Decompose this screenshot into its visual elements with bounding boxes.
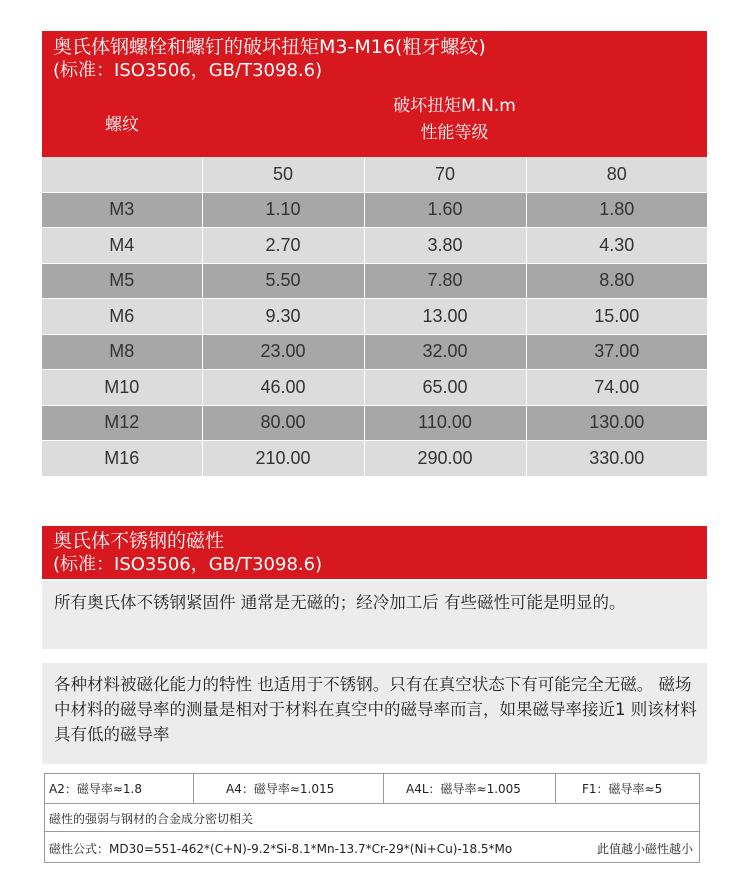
- magnetism-title-line1: 奥氏体不锈钢的磁性: [53, 530, 225, 552]
- header-grade: 性能等级: [420, 123, 489, 143]
- grade-80: 80: [526, 157, 707, 192]
- permeability-row: [45, 774, 699, 804]
- value-cell: 74.00: [526, 370, 707, 406]
- formula-row: [45, 832, 699, 862]
- value-cell: 65.00: [364, 370, 526, 406]
- magnetism-paragraph-1: 所有奥氏体不锈钢紧固件 通常是无磁的；经冷加工后 有些磁性可能是明显的。: [42, 581, 707, 649]
- formula-note: 此值越小磁性越小: [596, 842, 693, 856]
- perm-a4: A4：磁导率≈1.015: [193, 774, 383, 804]
- table-row: [42, 405, 707, 441]
- table-row: [42, 370, 707, 406]
- value-cell: 210.00: [202, 441, 364, 477]
- value-cell: 130.00: [526, 405, 707, 441]
- value-cell: 110.00: [364, 405, 526, 441]
- value-cell: 32.00: [364, 334, 526, 370]
- thread-cell: M12: [42, 405, 202, 441]
- value-cell: 2.70: [202, 228, 364, 264]
- value-cell: 1.10: [202, 192, 364, 228]
- value-cell: 9.30: [202, 299, 364, 335]
- note-row: [45, 804, 699, 832]
- torque-title-line1: 奥氏体钢螺栓和螺钉的破坏扭矩M3-M16(粗牙螺纹): [53, 36, 486, 58]
- thread-cell: M5: [42, 263, 202, 299]
- table-row: [42, 334, 707, 370]
- thread-cell: M6: [42, 299, 202, 335]
- value-cell: 4.30: [526, 228, 707, 264]
- magnetism-paragraph-2: 各种材料被磁化能力的特性 也适用于不锈钢。只有在真空状态下有可能完全无磁。 磁场中材料的磁导率的测量是相对于材料在真空中的磁导率而言，如果磁导率接近1 则该材料具有低的磁导率: [42, 663, 707, 764]
- value-cell: 7.80: [364, 263, 526, 299]
- table-row: [42, 263, 707, 299]
- header-torque: [202, 93, 707, 147]
- value-cell: 1.60: [364, 192, 526, 228]
- value-cell: 37.00: [526, 334, 707, 370]
- table-row: [42, 228, 707, 264]
- value-cell: 1.80: [526, 192, 707, 228]
- thread-cell: M16: [42, 441, 202, 477]
- grade-blank: [42, 157, 202, 192]
- permeability-info-box: [44, 773, 700, 863]
- perm-a2: A2：磁导率≈1.8: [49, 782, 142, 796]
- table-row: [42, 441, 707, 477]
- value-cell: 13.00: [364, 299, 526, 335]
- thread-cell: M8: [42, 334, 202, 370]
- magnetism-title: [42, 526, 707, 579]
- torque-table-header: [42, 87, 707, 157]
- header-torque-unit: 破坏扭矩M.N.m: [393, 96, 516, 116]
- torque-table-title: [42, 31, 707, 87]
- header-thread: 螺纹: [105, 114, 139, 135]
- value-cell: 23.00: [202, 334, 364, 370]
- value-cell: 330.00: [526, 441, 707, 477]
- perm-f1: F1：磁导率≈5: [555, 774, 701, 804]
- perm-a4l: A4L：磁导率≈1.005: [383, 774, 555, 804]
- torque-table: [42, 157, 707, 477]
- value-cell: 5.50: [202, 263, 364, 299]
- value-cell: 80.00: [202, 405, 364, 441]
- value-cell: 8.80: [526, 263, 707, 299]
- magnetism-formula: 磁性公式：MD30=551-462*(C+N)-9.2*Si-8.1*Mn-13.7*Cr-29*(Ni+Cu)-18.5*Mo: [49, 842, 513, 856]
- thread-cell: M3: [42, 192, 202, 228]
- magnetism-title-standard: (标准：ISO3506，GB/T3098.6): [53, 554, 323, 575]
- value-cell: 3.80: [364, 228, 526, 264]
- thread-cell: M4: [42, 228, 202, 264]
- grade-row: [42, 157, 707, 192]
- grade-70: 70: [364, 157, 526, 192]
- thread-cell: M10: [42, 370, 202, 406]
- alloy-note: 磁性的强弱与钢材的合金成分密切相关: [49, 812, 254, 826]
- torque-title-standard: (标准：ISO3506，GB/T3098.6): [53, 60, 323, 81]
- table-row: [42, 299, 707, 335]
- table-row: [42, 192, 707, 228]
- value-cell: 290.00: [364, 441, 526, 477]
- value-cell: 46.00: [202, 370, 364, 406]
- grade-50: 50: [202, 157, 364, 192]
- value-cell: 15.00: [526, 299, 707, 335]
